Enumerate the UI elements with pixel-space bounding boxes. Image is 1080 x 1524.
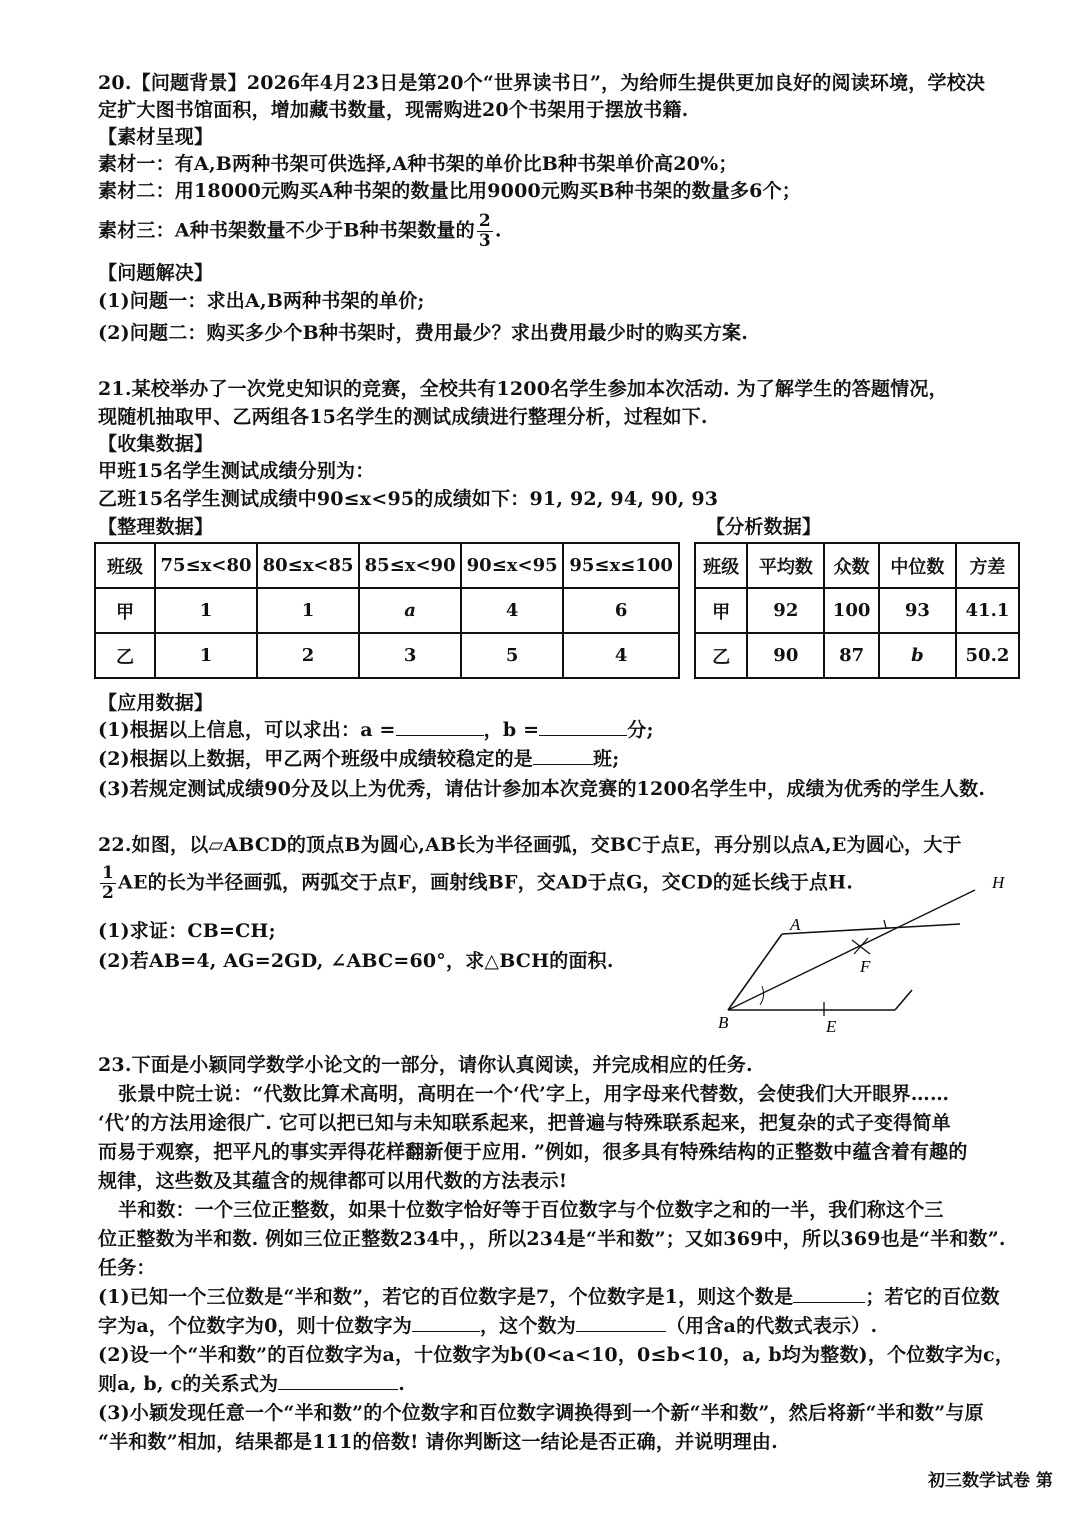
page-footer: 初三数学试卷 第	[928, 1471, 1053, 1491]
table-cell: 1	[155, 633, 257, 678]
table-cell: 100	[824, 588, 878, 633]
q21-heading-organize: 【整理数据】	[98, 516, 214, 538]
q23-line1: 23.下面是小颖同学数学小论文的一部分，请你认真阅读，并完成相应的任务.	[98, 1054, 753, 1076]
q23-task-2b-text: 则a, b, c的关系式为	[98, 1373, 279, 1395]
q21-apply-3: (3)若规定测试成绩90分及以上为优秀，请估计参加本次竞赛的1200名学生中，成绩为优秀的学生人数.	[98, 778, 986, 800]
q23-task-heading: 任务：	[98, 1257, 156, 1279]
table-cell: 93	[879, 588, 956, 633]
q23-task-2b	[98, 1371, 405, 1397]
q23-task-1b-text: 字为a，个位数字为0，则十位数字为	[98, 1315, 412, 1337]
table-cell: 4	[563, 633, 679, 678]
table-header: 班级	[95, 543, 155, 588]
q23-task-2a: (2)设一个“半和数”的百位数字为a，十位数字为b(0<a<10，0≤b<10，a, b均为整数)，个位数字为c，	[98, 1344, 1015, 1366]
label-e: E	[826, 1017, 837, 1036]
answer-blank-number	[793, 1302, 865, 1303]
table-cell: 41.1	[956, 588, 1019, 633]
frequency-table	[94, 542, 680, 679]
q20-line2: 定扩大图书馆面积，增加藏书数量，现需购进20个书架用于摆放书籍.	[98, 99, 689, 121]
q21-line1: 21.某校举办了一次党史知识的竞赛，全校共有1200名学生参加本次活动. 为了解学生的答题情况，	[98, 378, 948, 400]
table-header: 方差	[956, 543, 1019, 588]
fraction-two-thirds	[477, 212, 493, 251]
q20-material-3	[98, 212, 502, 251]
q23-task-3b: “半和数”相加，结果都是111的倍数! 请你判断这一结论是否正确，并说明理由.	[98, 1431, 778, 1453]
table-cell: 90	[747, 633, 824, 678]
answer-blank-relation	[278, 1389, 398, 1390]
q23-paragraph-4: 规律，这些数及其蕴含的规律都可以用代数的方法表示!	[98, 1170, 568, 1192]
q20-heading-material: 【素材呈现】	[98, 126, 214, 148]
table-header: 90≤x<95	[461, 543, 563, 588]
q21-yi-scores: 乙班15名学生测试成绩中90≤x<95的成绩如下：91, 92, 94, 90, 93	[98, 488, 719, 510]
q21-heading-collect: 【收集数据】	[98, 433, 214, 455]
fraction-denominator: 3	[478, 231, 491, 251]
q23-paragraph-3: 而易于观察，把平凡的事实弄得花样翻新便于应用. ”例如，很多具有特殊结构的正整数中蕴含着有趣的	[98, 1141, 968, 1163]
table-cell: 1	[155, 588, 257, 633]
q21-apply-1-end: 分;	[627, 719, 654, 741]
table-header: 中位数	[879, 543, 956, 588]
table-header: 95≤x≤100	[563, 543, 679, 588]
table-cell: 1	[257, 588, 359, 633]
fraction-numerator: 1	[102, 863, 115, 883]
table-cell: 2	[257, 633, 359, 678]
q21-apply-1	[98, 717, 654, 743]
q20-material-3-text: 素材三：A种书架数量不少于B种书架数量的	[98, 219, 475, 242]
segment-ad	[782, 924, 960, 934]
label-a: A	[790, 915, 801, 934]
table-row	[95, 633, 679, 678]
table-header: 班级	[695, 543, 747, 588]
table-header: 85≤x<90	[359, 543, 461, 588]
q22-line2-text: AE的长为半径画弧，两弧交于点F，画射线BF，交AD于点G，交CD的延长线于点H.	[118, 871, 854, 894]
q23-task-1a-text: (1)已知一个三位数是“半和数”，若它的百位数字是7，个位数字是1，则这个数是	[98, 1286, 794, 1308]
q23-task-1b-end: （用含a的代数式表示）.	[665, 1315, 878, 1337]
label-b: B	[718, 1013, 729, 1032]
arc-be	[760, 986, 764, 1005]
q22-line1: 22.如图，以▱ABCD的顶点B为圆心,AB长为半径画弧，交BC于点E，再分别以点A,E为圆心，大于	[98, 834, 962, 856]
arc-mark-g	[884, 920, 886, 928]
table-cell: 50.2	[956, 633, 1019, 678]
segment-ab	[728, 934, 782, 1010]
q23-paragraph-2: ‘代’的方法用途很广. 它可以把已知与未知联系起来，把普遍与特殊联系起来，把复杂的式子变得简单	[98, 1112, 951, 1134]
q23-task-1a	[98, 1284, 1000, 1310]
q20-part-1: (1)问题一：求出A,B两种书架的单价;	[98, 290, 425, 312]
q20-line1: 20.【问题背景】2026年4月23日是第20个“世界读书日”，为给师生提供更加良好的阅读环境，学校决	[98, 72, 986, 94]
table-row	[95, 588, 679, 633]
label-f: F	[860, 957, 871, 976]
table-cell: 92	[747, 588, 824, 633]
table-cell: 3	[359, 633, 461, 678]
table-row	[695, 588, 1019, 633]
answer-blank-expression	[576, 1331, 666, 1332]
q21-apply-2-end: 班;	[593, 748, 620, 770]
q22-part-1: (1)求证：CB=CH;	[98, 920, 276, 942]
table-cell: 乙	[695, 633, 747, 678]
q23-task-2b-end: .	[398, 1373, 406, 1395]
q23-definition-1: 半和数：一个三位正整数，如果十位数字恰好等于百位数字与个位数字之和的一半，我们称这个三	[118, 1199, 944, 1221]
table-header: 80≤x<85	[257, 543, 359, 588]
q20-material-2: 素材二：用18000元购买A种书架的数量比用9000元购买B种书架的数量多6个；	[98, 180, 802, 202]
table-cell: 甲	[695, 588, 747, 633]
fraction-one-half	[100, 864, 116, 903]
table-cell: 4	[461, 588, 563, 633]
q21-jia-scores: 甲班15名学生测试成绩分别为：	[98, 460, 375, 482]
q23-paragraph-1: 张景中院士说：“代数比算术高明，高明在一个‘代’字上，用字母来代替数，会使我们大开眼界……	[118, 1083, 950, 1105]
table-cell: b	[879, 633, 956, 678]
table-cell: 乙	[95, 633, 155, 678]
answer-blank-a	[396, 735, 484, 736]
table-cell: a	[359, 588, 461, 633]
table-row	[695, 543, 1019, 588]
q20-heading-solve: 【问题解决】	[98, 262, 214, 284]
segment-cd	[895, 990, 912, 1010]
label-h: H	[992, 873, 1005, 892]
q20-material-3-end: .	[494, 219, 502, 242]
q23-definition-2: 位正整数为半和数. 例如三位正整数234中，，所以234是“半和数”；又如369中，所以369也是“半和数”.	[98, 1228, 1006, 1250]
q21-apply-1-mid: ，b =	[483, 719, 540, 741]
q21-apply-2-text: (2)根据以上数据，甲乙两个班级中成绩较稳定的是	[98, 748, 534, 770]
statistics-table	[694, 542, 1020, 679]
q23-task-1b	[98, 1313, 877, 1339]
table-row	[95, 543, 679, 588]
geometry-figure	[700, 868, 1030, 1038]
answer-blank-b	[539, 735, 627, 736]
q21-heading-analyze: 【分析数据】	[706, 516, 822, 538]
q20-material-1: 素材一：有A,B两种书架可供选择,A种书架的单价比B种书架单价高20%；	[98, 153, 738, 175]
table-header: 平均数	[747, 543, 824, 588]
q22-part-2: (2)若AB=4, AG=2GD, ∠ABC=60°，求△BCH的面积.	[98, 950, 614, 972]
q23-task-3a: (3)小颖发现任意一个“半和数”的个位数字和百位数字调换得到一个新“半和数”，然后将新“半和数”与原	[98, 1402, 984, 1424]
q21-apply-1-text: (1)根据以上信息，可以求出：a =	[98, 719, 396, 741]
q21-heading-apply: 【应用数据】	[98, 692, 214, 714]
table-cell: 甲	[95, 588, 155, 633]
table-header: 众数	[824, 543, 878, 588]
ray-bf	[728, 890, 975, 1010]
fraction-denominator: 2	[102, 883, 115, 903]
answer-blank-tens	[412, 1331, 480, 1332]
table-cell: 5	[461, 633, 563, 678]
table-row	[695, 633, 1019, 678]
q23-task-1b-mid: ，这个数为	[479, 1315, 576, 1337]
table-cell: 6	[563, 588, 679, 633]
q20-part-2: (2)问题二：购买多少个B种书架时，费用最少？求出费用最少时的购买方案.	[98, 322, 749, 344]
q21-line2: 现随机抽取甲、乙两组各15名学生的测试成绩进行整理分析，过程如下.	[98, 406, 708, 428]
answer-blank-class	[533, 764, 593, 765]
q21-apply-2	[98, 746, 619, 772]
table-header: 75≤x<80	[155, 543, 257, 588]
table-cell: 87	[824, 633, 878, 678]
fraction-numerator: 2	[478, 211, 491, 231]
q23-task-1a-end: ；若它的百位数	[865, 1286, 1000, 1308]
